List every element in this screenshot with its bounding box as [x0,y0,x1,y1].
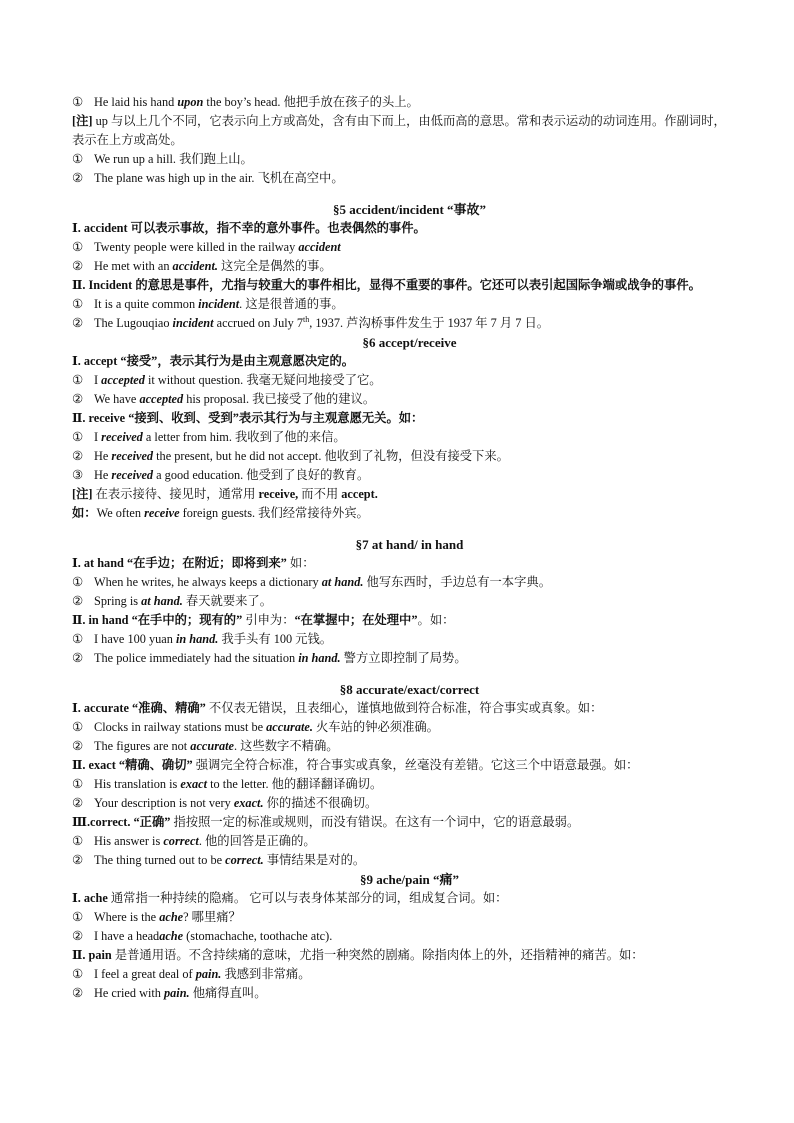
text-segment: Clocks in railway stations must be [94,720,267,734]
text-line [72,390,727,409]
text-line [72,573,727,592]
text-line [72,649,727,668]
text-line [72,794,727,813]
text-segment: 如： [72,506,97,520]
text-segment: , 1937. 芦沟桥事件发生于 1937 年 7 月 7 日。 [309,316,550,330]
text-segment: The plane was high up in the air. 飞机在高空中。 [94,171,344,185]
text-line [72,447,727,466]
text-line [72,257,727,276]
list-marker: ② [72,986,84,1000]
list-marker: ② [72,316,84,330]
text-segment: Ⅰ. accident 可以表示事故，指不幸的意外事件。也表偶然的事件。 [72,221,426,235]
text-segment: Ⅱ. Incident 的意思是事件，尤指与较重大的事件相比，显得不重要的事件。它还可以表引起国际争端或战争的事件。 [72,278,701,292]
text-line [72,314,727,333]
text-line [72,466,727,485]
text-segment: Ⅰ. ache [72,891,108,905]
text-segment: th [303,314,310,324]
text-segment: ache [159,910,184,924]
text-segment: Where is the [94,910,160,924]
text-segment: The figures are not [94,739,191,753]
text-segment: accept. [341,487,378,501]
text-line [72,813,727,832]
text-segment: 警方立即控制了局势。 [340,651,467,665]
text-segment: 他写东西时，手边总有一本字典。 [363,575,551,589]
text-line [72,737,727,756]
text-segment: accepted [139,392,184,406]
list-marker: ② [72,392,84,406]
text-line [72,169,727,188]
text-segment: 是普通用语。不含持续痛的意味，尤指一种突然的剧痛。除指肉体上的外，还指精神的痛苦。如： [111,948,644,962]
section-heading [72,870,727,889]
text-segment: He laid his hand [94,95,178,109]
list-marker: ① [72,430,84,444]
list-marker: ③ [72,468,84,482]
text-segment: §5 accident/incident “事故” [332,202,487,217]
text-segment: 通常指一种持续的隐痛。 它可以与表身体某部分的词，组成复合词。如： [107,891,508,905]
list-marker: ② [72,594,84,608]
text-line [72,485,727,504]
text-segment: His translation is [94,777,181,791]
text-line [72,150,727,169]
list-marker: ② [72,259,84,273]
text-segment: 这完全是偶然的事。 [217,259,332,273]
text-segment: 火车站的钟必须准确。 [312,720,439,734]
text-segment: incident [198,297,240,311]
text-segment: received [111,468,154,482]
document-page [72,93,727,1003]
list-marker: ① [72,240,84,254]
text-segment: received [101,430,143,444]
text-line [72,611,727,630]
text-segment: He [94,449,112,463]
text-segment: at hand. [321,575,364,589]
text-segment: up 与以上几个不同，它表示向上方或高处，含有由下而上，由低而高的意思。常和表示运动的动词连用。作副词时，表示在上方或高处。 [72,114,726,147]
text-segment: Ⅲ.correct. “正确” [72,815,171,829]
text-line [72,927,727,946]
text-segment: I have a head [94,929,160,943]
list-marker: ① [72,777,84,791]
text-segment: 我手头有 100 元钱。 [218,632,333,646]
text-segment: accurate. [266,720,313,734]
text-segment: The police immediately had the situation [94,651,299,665]
text-line [72,112,727,150]
text-segment: 。如： [417,613,455,627]
text-line [72,409,727,428]
text-segment: . 这是很普通的事。 [239,297,344,311]
text-segment: accepted [101,373,145,387]
text-segment: His answer is [94,834,164,848]
list-marker: ① [72,967,84,981]
text-segment: Spring is [94,594,142,608]
text-line [72,93,727,112]
text-line [72,276,727,295]
text-segment: §8 accurate/exact/correct [339,682,480,697]
text-segment: [注] [72,114,93,128]
list-marker: ② [72,449,84,463]
text-line [72,554,727,573]
text-segment: ache [159,929,184,943]
text-segment: [注] [72,487,93,501]
text-segment: a good education. 他受到了良好的教育。 [153,468,370,482]
list-marker: ① [72,720,84,734]
text-segment: 事情结果是对的。 [263,853,366,867]
section-heading [72,680,727,699]
text-segment: “在掌握中；在处理中” [294,613,418,627]
text-segment: pain. [164,986,190,1000]
text-segment: He met with an [94,259,173,273]
text-segment: Your description is not very [94,796,234,810]
text-line [72,592,727,611]
text-line [72,699,727,718]
text-segment: accurate [190,739,235,753]
text-segment: When he writes, he always keeps a dictionary [94,575,322,589]
text-segment: (stomachache, toothache atc). [183,929,333,943]
text-segment: . 他的回答是正确的。 [198,834,316,848]
text-line [72,984,727,1003]
text-segment: in hand. [298,651,341,665]
section-heading [72,333,727,352]
text-line [72,238,727,257]
text-segment: received [111,449,154,463]
text-segment: his proposal. 我已接受了他的建议。 [183,392,376,406]
list-marker: ② [72,739,84,753]
text-segment: at hand. [141,594,183,608]
text-segment: incident [172,316,214,330]
text-segment: it without question. 我毫无疑问地接受了它。 [144,373,382,387]
list-marker: ① [72,575,84,589]
text-line [72,756,727,775]
text-segment: I [94,430,102,444]
text-segment: to the letter. 他的翻译翻译确切。 [207,777,383,791]
text-line [72,851,727,870]
text-segment: receive [144,506,180,520]
text-segment: 不仅表无错误，且表细心，谨慎地做到符合标准，符合事实或真象。如： [205,701,603,715]
list-marker: ① [72,910,84,924]
text-segment: §9 ache/pain “痛” [360,872,459,887]
list-marker: ① [72,297,84,311]
text-line [72,832,727,851]
text-line [72,946,727,965]
text-segment: 指按照一定的标准或规则，而没有错误。在这有一个词中，它的语意最弱。 [170,815,580,829]
text-segment: 而不用 [298,487,342,501]
text-segment: accident. [172,259,218,273]
text-line [72,371,727,390]
text-line [72,889,727,908]
text-segment: He cried with [94,986,164,1000]
text-segment: The Lugouqiao [94,316,173,330]
text-segment: . 这些数字不精确。 [234,739,339,753]
text-segment: §6 accept/receive [362,335,457,350]
text-line [72,775,727,794]
text-segment: foreign guests. 我们经常接待外宾。 [179,506,369,520]
list-marker: ① [72,95,84,109]
text-line [72,630,727,649]
text-segment: the boy’s head. 他把手放在孩子的头上。 [203,95,419,109]
text-segment: correct [163,834,199,848]
list-marker: ② [72,929,84,943]
text-segment: We run up a hill. 我们跑上山。 [94,152,253,166]
text-line [72,908,727,927]
list-marker: ② [72,853,84,867]
list-marker: ② [72,171,84,185]
list-marker: ① [72,373,84,387]
text-line [72,965,727,984]
text-segment: I have 100 yuan [94,632,176,646]
text-segment: 春天就要来了。 [182,594,273,608]
text-segment: I [94,373,102,387]
text-segment: Ⅰ. accurate “准确、精确” [72,701,206,715]
list-marker: ① [72,632,84,646]
text-segment: Ⅰ. at hand “在手边；在附近；即将到来” [72,556,287,570]
text-segment: 强调完全符合标准，符合事实或真象，丝毫没有差错。它这三个中语意最强。如： [192,758,639,772]
text-segment: §7 at hand/ in hand [355,537,464,552]
text-segment: Ⅱ. in hand “在手中的；现有的” [72,613,243,627]
text-segment: 我感到非常痛。 [221,967,311,981]
text-line [72,428,727,447]
text-segment: 如： [286,556,315,570]
list-marker: ② [72,796,84,810]
text-segment: He [94,468,112,482]
section-heading [72,200,727,219]
text-segment: Ⅱ. exact “精确、确切” [72,758,193,772]
text-line [72,219,727,238]
text-segment: in hand. [175,632,219,646]
text-segment: Twenty people were killed in the railway [94,240,299,254]
list-marker: ① [72,834,84,848]
text-segment: Ⅰ. accept “接受”，表示其行为是由主观意愿决定的。 [72,354,355,368]
text-segment: correct. [225,853,264,867]
text-segment: upon [177,95,204,109]
text-segment: Ⅱ. pain [72,948,112,962]
text-segment: pain. [195,967,222,981]
text-segment: It is a quite common [94,297,199,311]
section-heading [72,535,727,554]
text-segment: exact [180,777,208,791]
text-segment: accrued on July 7 [213,316,304,330]
text-segment: receive, [258,487,299,501]
text-segment: The thing turned out to be [94,853,226,867]
text-segment: 你的描述不很确切。 [263,796,378,810]
text-segment: 在表示接待、接见时，通常用 [92,487,259,501]
text-segment: accident [298,240,341,254]
text-segment: We have [94,392,140,406]
list-marker: ② [72,651,84,665]
text-segment: We often [96,506,145,520]
text-segment: 他痛得直叫。 [189,986,267,1000]
text-line [72,295,727,314]
text-line [72,352,727,371]
text-line [72,718,727,737]
text-segment: ? 哪里痛？ [183,910,241,924]
text-segment: a letter from him. 我收到了他的来信。 [142,430,346,444]
list-marker: ① [72,152,84,166]
text-segment: 引申为： [242,613,295,627]
text-line [72,504,727,523]
text-segment: I feel a great deal of [94,967,196,981]
text-segment: Ⅱ. receive “接到、收到、受到”表示其行为与主观意愿无关。如： [72,411,424,425]
text-segment: exact. [233,796,264,810]
text-segment: the present, but he did not accept. 他收到了礼物，但没有接受下来。 [153,449,509,463]
